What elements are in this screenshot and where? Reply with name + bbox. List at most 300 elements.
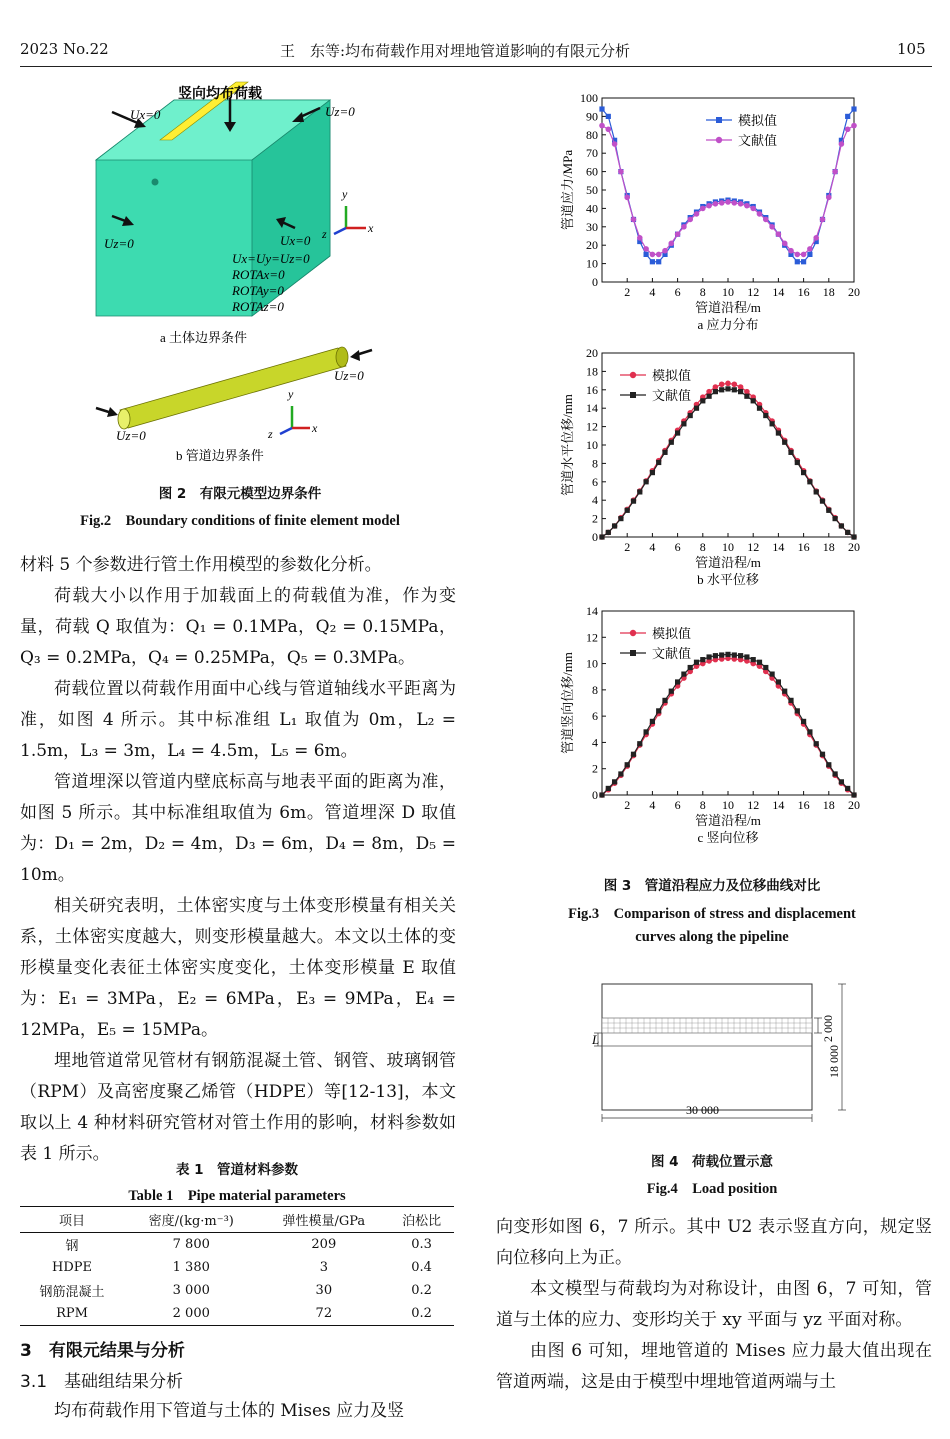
x-tick-label: 8 — [699, 285, 706, 299]
fig4-caption-en: Fig.4 Load position — [646, 1181, 778, 1197]
x-tick-label: 4 — [649, 285, 656, 299]
y-tick-label: 0 — [592, 275, 598, 289]
header-page-number: 105 — [897, 40, 926, 58]
left-column-last-line — [20, 1396, 456, 1427]
paragraph: 管道埋深以管道内壁底标高与地表平面的距离为准，如图 5 所示。其中标准组取值为 6m。管道埋深 D 取值为：D₁ = 2m，D₂ = 4m，D₃ = 6m，D₄ = 8m，D₅ = 10m。 — [20, 772, 456, 885]
table-header-row — [20, 1207, 454, 1233]
fig4-load-position — [570, 972, 870, 1132]
paragraph: 荷载大小以作用于加载面上的荷载值为准，作为变量，荷载 Q 取值为：Q₁ = 0.1MPa，Q₂ = 0.15MPa，Q₃ = 0.2MPa，Q₄ = 0.25MPa，Q₅ = 0.3MPa。 — [20, 586, 456, 668]
y-tick-label: 30 — [586, 219, 598, 234]
table-cell: 钢筋混凝土 — [39, 1285, 105, 1300]
data-point — [688, 665, 693, 670]
x-tick-label: 20 — [848, 540, 860, 554]
y-tick-label: 12 — [586, 630, 598, 645]
table-cell: 0.3 — [411, 1237, 432, 1252]
fix-label-1: Ux=Uy=Uz=0 — [232, 251, 310, 266]
soil-section — [602, 984, 812, 1110]
table1-title-en: Table 1 Pipe material parameters — [128, 1188, 346, 1204]
paragraph: 向变形如图 6，7 所示。其中 U2 表示竖直方向，规定竖向位移向上为正。 — [496, 1217, 932, 1268]
data-point — [782, 689, 787, 694]
table-cell: 209 — [311, 1237, 337, 1252]
data-point — [750, 206, 756, 212]
y-tick-label: 8 — [592, 456, 598, 471]
y-tick-label: 4 — [592, 493, 598, 508]
legend-label: 文献值 — [738, 133, 778, 148]
paragraph: 相关研究表明，土体密实度与土体变形模量有相关关系，土体密实度越大，则变形模量越大。本文以土体的变形模量变化表征土体密实度变化，土体变形模量 E 取值为：E₁ = 3MPa，E₂ = 6MPa，E₃ = 9MPa，E₄ = 12MPa，E₅ = 15MPa。 — [20, 896, 456, 1040]
pipe-uz-right-label: Uz=0 — [334, 368, 364, 383]
data-point — [763, 413, 768, 418]
data-point — [706, 203, 712, 209]
data-point — [625, 508, 630, 513]
data-point — [650, 252, 656, 258]
data-point — [744, 389, 750, 395]
y-tick-label: 70 — [586, 146, 598, 161]
data-point — [744, 654, 749, 659]
x-tick-label: 2 — [624, 798, 631, 812]
data-point — [782, 241, 788, 247]
fig3-chart-c — [556, 603, 876, 858]
data-point — [820, 499, 825, 504]
y-tick-label: 10 — [586, 438, 598, 452]
table-cell: 3 — [319, 1260, 328, 1275]
data-point — [833, 771, 838, 776]
table-cell: 1 380 — [172, 1260, 210, 1275]
x-tick-label: 12 — [747, 540, 760, 554]
series-line-2 — [602, 654, 854, 795]
header-rule — [20, 66, 932, 67]
dim-L-label: L — [592, 1032, 600, 1047]
material-table — [20, 1206, 454, 1326]
data-point — [725, 199, 731, 205]
uz0-left-label: Uz=0 — [104, 236, 134, 251]
data-point — [650, 719, 655, 724]
y-tick-label: 40 — [586, 201, 598, 216]
data-point — [656, 259, 661, 264]
data-point — [713, 384, 719, 390]
ux0-label: Ux=0 — [130, 107, 161, 122]
paragraph: 本文模型与荷载均为对称设计，由图 6，7 可知，管道与土体的应力、变形均关于 xy 平面与 yz 平面对称。 — [496, 1279, 932, 1330]
x-tick-label: 18 — [822, 285, 835, 299]
data-point — [851, 792, 856, 797]
y-tick-label: 14 — [586, 604, 598, 618]
data-point — [769, 224, 775, 230]
data-point — [662, 248, 668, 254]
data-point — [851, 534, 856, 539]
data-point — [637, 489, 642, 494]
paragraph: 由图 6 可知，埋地管道的 Mises 应力最大值出现在管道两端，这是由于模型中埋地管道两端与土 — [496, 1341, 932, 1392]
table-row — [20, 1233, 454, 1257]
table-cell: 72 — [259, 1302, 390, 1326]
x-tick-label: 16 — [797, 798, 810, 812]
x-tick-label: 18 — [822, 540, 835, 554]
x-tick-label: 20 — [848, 798, 860, 812]
x-tick-label: 8 — [699, 798, 706, 812]
data-point — [839, 141, 845, 147]
chart-subtitle: c 竖向位移 — [697, 830, 759, 845]
data-point — [826, 508, 831, 513]
legend-label: 文献值 — [652, 388, 692, 403]
x-tick-label: 6 — [674, 798, 681, 812]
data-point — [706, 389, 712, 395]
data-point — [845, 530, 850, 535]
data-point — [845, 126, 851, 132]
y-axis-label: 管道应力/MPa — [560, 149, 575, 231]
x-tick-label: 6 — [674, 285, 681, 299]
data-point — [807, 246, 813, 252]
data-point — [700, 657, 705, 662]
data-point — [738, 201, 744, 207]
data-point — [681, 671, 686, 676]
x-axis-label: 管道沿程/m — [695, 300, 761, 315]
fix-label-3: ROTAy=0 — [232, 283, 284, 298]
x-tick-label: 18 — [822, 798, 835, 812]
y-axis-label: 管道竖向位移/mm — [560, 652, 575, 754]
legend-label: 模拟值 — [652, 368, 692, 383]
data-point — [599, 106, 604, 111]
plot-frame — [602, 98, 854, 282]
table1-title-zh: 表 1 管道材料参数 — [175, 1162, 299, 1178]
data-point — [801, 259, 806, 264]
x-tick-label: 2 — [624, 540, 631, 554]
data-point — [625, 762, 630, 767]
y-tick-label: 50 — [586, 183, 598, 197]
data-point — [606, 786, 611, 791]
legend-label: 模拟值 — [652, 626, 692, 641]
y-tick-label: 6 — [592, 709, 598, 724]
data-point — [832, 169, 838, 175]
data-point — [606, 126, 612, 132]
data-point — [833, 516, 838, 521]
data-point — [776, 679, 781, 684]
x-tick-label: 4 — [649, 540, 656, 554]
data-point — [719, 387, 724, 392]
data-point — [795, 460, 800, 465]
x-tick-label: 16 — [797, 540, 810, 554]
paragraph: 均布荷载作用下管道与土体的 Mises 应力及竖 — [54, 1401, 405, 1421]
data-point — [757, 660, 762, 665]
legend-marker — [630, 630, 636, 636]
data-point — [807, 729, 812, 734]
pipe-arrow-left-head — [107, 407, 118, 417]
fig3-caption-en-2: curves along the pipeline — [635, 929, 789, 945]
data-point — [618, 771, 623, 776]
table-header-cell: 泊松比 — [389, 1207, 454, 1233]
x-axis-label: 管道沿程/m — [695, 555, 761, 570]
pipe-arrow-right-head — [350, 350, 360, 361]
data-point — [675, 231, 681, 237]
data-point — [788, 450, 793, 455]
table-cell: HDPE — [52, 1260, 92, 1275]
data-point — [656, 252, 662, 258]
table-row — [20, 1302, 454, 1326]
data-point — [624, 195, 630, 201]
data-point — [725, 381, 731, 387]
x-tick-label: 8 — [699, 540, 706, 554]
y-tick-label: 2 — [592, 761, 598, 776]
y-tick-label: 10 — [586, 256, 598, 271]
data-point — [839, 779, 844, 784]
header-journal: 2023 No.22 — [20, 40, 109, 58]
series-line-1 — [602, 383, 854, 537]
data-point — [738, 389, 743, 394]
table1 — [20, 1206, 454, 1326]
data-point — [719, 200, 725, 206]
data-point — [713, 389, 718, 394]
data-point — [776, 231, 782, 237]
data-point — [851, 123, 857, 129]
data-point — [801, 470, 806, 475]
data-point — [599, 792, 604, 797]
y-tick-label: 16 — [586, 382, 598, 397]
dim-2000-label: 2 000 — [821, 1015, 835, 1042]
data-point — [770, 671, 775, 676]
x-tick-label: 20 — [848, 285, 860, 299]
legend-marker — [630, 392, 636, 398]
data-point — [612, 141, 618, 147]
data-point — [757, 211, 763, 217]
data-point — [719, 652, 724, 657]
x-tick-label: 14 — [772, 285, 785, 299]
data-point — [631, 217, 637, 223]
y-tick-label: 80 — [586, 127, 598, 142]
data-point — [732, 387, 737, 392]
data-point — [612, 523, 617, 528]
axis-z-label-b: z — [268, 427, 273, 441]
table-cell: 30 — [315, 1283, 333, 1298]
data-point — [662, 450, 667, 455]
data-point — [795, 252, 801, 258]
fig4-caption-zh: 图 4 荷载位置示意 — [650, 1154, 774, 1170]
data-point — [675, 679, 680, 684]
data-point — [820, 217, 826, 223]
data-point — [612, 779, 617, 784]
fig3-caption-zh: 图 3 管道沿程应力及位移曲线对比 — [603, 878, 821, 894]
data-point — [669, 241, 675, 247]
data-point — [814, 741, 819, 746]
x-tick-label: 16 — [797, 285, 810, 299]
axis-z-label: z — [322, 227, 327, 241]
data-point — [681, 421, 686, 426]
fig3-caption-en-1: Fig.3 Comparison of stress and displacement — [568, 906, 856, 922]
data-point — [732, 200, 738, 206]
data-point — [681, 224, 687, 230]
legend-marker — [716, 117, 722, 123]
chart-subtitle: a 应力分布 — [697, 317, 759, 332]
data-point — [839, 523, 844, 528]
data-point — [606, 530, 611, 535]
y-tick-label: 20 — [586, 346, 598, 360]
data-point — [814, 489, 819, 494]
data-point — [599, 534, 604, 539]
x-tick-label: 14 — [772, 540, 785, 554]
table-cell: 3 000 — [172, 1283, 210, 1298]
paragraph: 材料 5 个参数进行管土作用模型的参数化分析。 — [20, 555, 382, 575]
plot-frame — [602, 611, 854, 795]
axis-z-arrow-b — [280, 428, 292, 434]
pipe-body — [120, 348, 346, 428]
y-tick-label: 14 — [586, 401, 598, 416]
data-point — [694, 660, 699, 665]
x-tick-label: 4 — [649, 798, 656, 812]
data-point — [813, 235, 819, 241]
data-point — [845, 114, 850, 119]
y-tick-label: 8 — [592, 682, 598, 697]
y-tick-label: 4 — [592, 735, 598, 750]
data-point — [644, 252, 649, 257]
fix-label-4: ROTAz=0 — [232, 299, 284, 314]
y-tick-label: 12 — [586, 419, 598, 434]
right-column-text — [496, 1212, 932, 1398]
data-point — [738, 384, 744, 390]
left-column-text — [20, 550, 456, 1170]
fix-label-2: ROTAx=0 — [232, 267, 285, 282]
fig2-sub-a: a 土体边界条件 — [160, 330, 248, 345]
x-tick-label: 10 — [722, 540, 734, 554]
data-point — [788, 698, 793, 703]
series-line-1 — [602, 658, 854, 795]
table-cell: RPM — [20, 1302, 124, 1326]
data-point — [738, 653, 743, 658]
legend-label: 文献值 — [652, 646, 692, 661]
y-tick-label: 0 — [592, 530, 598, 544]
data-point — [770, 421, 775, 426]
data-point — [631, 752, 636, 757]
data-point — [763, 665, 768, 670]
table-cell: 0.2 — [389, 1302, 454, 1326]
x-tick-label: 12 — [747, 285, 760, 299]
data-point — [732, 381, 738, 387]
y-tick-label: 2 — [592, 511, 598, 526]
axis-x-label-b: x — [312, 421, 318, 435]
data-point — [826, 195, 832, 201]
fig2-caption-zh: 图 2 有限元模型边界条件 — [158, 486, 322, 502]
x-tick-label: 10 — [722, 798, 734, 812]
y-tick-label: 60 — [586, 164, 598, 179]
data-point — [694, 211, 700, 217]
axis-y-label: y — [342, 187, 348, 201]
data-point — [744, 394, 749, 399]
data-point — [650, 259, 655, 264]
fig2-sub-b: b 管道边界条件 — [176, 448, 264, 463]
x-tick-label: 10 — [722, 285, 734, 299]
pipe-uz-left-label: Uz=0 — [116, 428, 146, 443]
table-header-cell: 项目 — [20, 1207, 124, 1233]
data-point — [631, 499, 636, 504]
data-point — [644, 729, 649, 734]
y-tick-label: 100 — [580, 91, 598, 105]
fig2-boundary-diagram — [20, 78, 460, 473]
x-tick-label: 2 — [624, 285, 631, 299]
header-title: 王 东等:均布荷载作用对埋地管道影响的有限元分析 — [280, 42, 631, 60]
data-point — [851, 106, 856, 111]
load-grid — [602, 1018, 812, 1033]
data-point — [776, 430, 781, 435]
legend-marker — [630, 372, 636, 378]
series-line-2 — [602, 389, 854, 537]
data-point — [637, 741, 642, 746]
section-heading-3: 3 有限元结果与分析 — [20, 1341, 185, 1361]
data-point — [644, 479, 649, 484]
x-tick-label: 14 — [772, 798, 785, 812]
data-point — [637, 235, 643, 241]
pipe-hole — [152, 179, 159, 186]
y-tick-label: 20 — [586, 238, 598, 253]
x-axis-label: 管道沿程/m — [695, 813, 761, 828]
data-point — [751, 398, 756, 403]
data-point — [599, 123, 605, 129]
table-header-cell: 密度/(kg·m⁻³) — [124, 1207, 259, 1233]
pipe-end-left — [118, 409, 130, 429]
data-point — [694, 406, 699, 411]
data-point — [744, 203, 750, 209]
table-row — [20, 1279, 454, 1302]
data-point — [807, 479, 812, 484]
fig3-chart-a — [556, 90, 876, 345]
load-label: 竖向均布荷载 — [178, 87, 262, 102]
y-tick-label: 6 — [592, 474, 598, 489]
data-point — [719, 381, 725, 387]
data-point — [788, 248, 794, 254]
data-point — [713, 653, 718, 658]
y-tick-label: 0 — [592, 788, 598, 802]
data-point — [820, 752, 825, 757]
section-heading-3-1: 3.1 基础组结果分析 — [20, 1372, 184, 1392]
table-cell: 0.2 — [411, 1283, 432, 1298]
table-header-cell: 弹性模量/GPa — [259, 1207, 390, 1233]
data-point — [807, 252, 812, 257]
y-tick-label: 90 — [586, 109, 598, 124]
table-cell: 2 000 — [124, 1302, 259, 1326]
data-point — [669, 689, 674, 694]
ux0-right-label: Ux=0 — [280, 233, 311, 248]
x-tick-label: 6 — [674, 540, 681, 554]
data-point — [606, 114, 611, 119]
fig3-chart-b — [556, 345, 876, 600]
data-point — [763, 217, 769, 223]
data-point — [782, 440, 787, 445]
axis-x-label: x — [368, 221, 374, 235]
data-point — [643, 246, 649, 252]
table-cell: 钢 — [65, 1239, 79, 1254]
data-point — [751, 657, 756, 662]
axis-z-arrow — [334, 228, 346, 234]
legend-marker — [716, 137, 722, 143]
data-point — [707, 394, 712, 399]
dim-18000-label: 18 000 — [827, 1045, 841, 1078]
paragraph: 埋地管道常见管材有钢筋混凝土管、钢管、玻璃钢管（RPM）及高密度聚乙烯管（HDPE）等[12-13]，本文取以上 4 种材料研究管材对管土作用的影响，材料参数如表 1 所示。 — [20, 1051, 456, 1164]
data-point — [669, 440, 674, 445]
data-point — [801, 719, 806, 724]
chart-subtitle: b 水平位移 — [697, 572, 759, 587]
x-tick-label: 12 — [747, 798, 760, 812]
paragraph: 荷载位置以荷载作用面中心线与管道轴线水平距离为准，如图 4 所示。其中标准组 L₁ 取值为 0m，L₂ = 1.5m，L₃ = 3m，L₄ = 4.5m，L₅ = 6m。 — [20, 679, 456, 761]
fig2-caption-en: Fig.2 Boundary conditions of finite element model — [80, 513, 400, 529]
data-point — [801, 252, 807, 258]
data-point — [732, 652, 737, 657]
data-point — [826, 762, 831, 767]
y-tick-label: 18 — [586, 364, 598, 379]
legend-marker — [630, 650, 636, 656]
axis-y-label-b: y — [288, 387, 294, 401]
data-point — [618, 516, 623, 521]
legend-label: 模拟值 — [738, 113, 778, 128]
y-axis-label: 管道水平位移/mm — [560, 394, 575, 496]
y-tick-label: 10 — [586, 656, 598, 671]
uz0-label: Uz=0 — [325, 104, 355, 119]
table-cell: 7 800 — [172, 1237, 210, 1252]
table-row — [20, 1256, 454, 1279]
data-point — [845, 786, 850, 791]
